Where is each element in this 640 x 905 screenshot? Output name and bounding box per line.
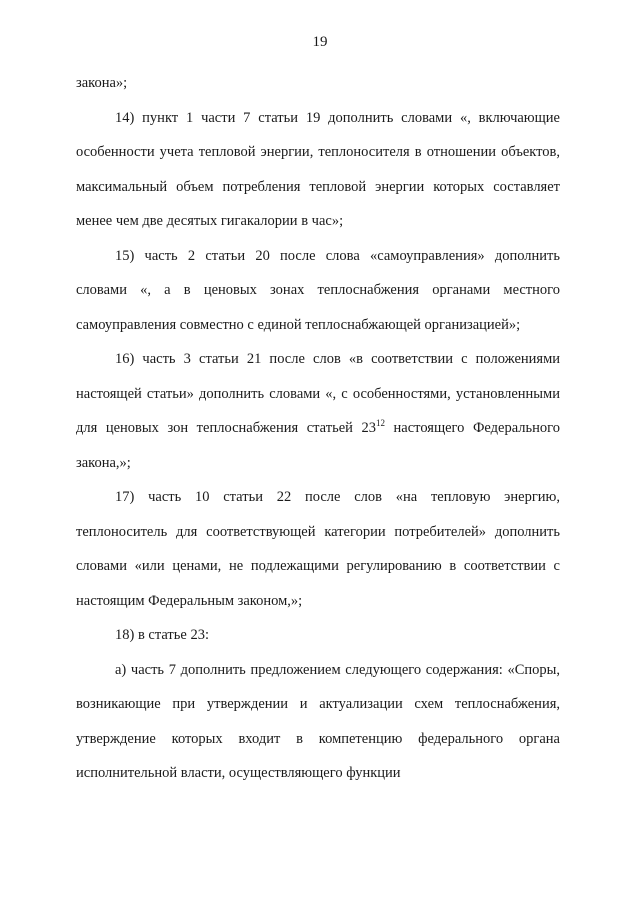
item-16-text: 16) часть 3 статьи 21 после слов «в соответствии с положениями настоящей статьи» дополнить словами «, с особенностями, установленными для ценовых зон теплоснабжения статьей 23 [76, 351, 560, 436]
article-superscript: 12 [375, 418, 385, 429]
page-number: 19 [312, 34, 328, 50]
paragraph-item-14: 14) пункт 1 части 7 статьи 19 дополнить словами «, включающие особенности учета тепловой энергии, теплоносителя в отношении объектов, максимальный объем потребления тепловой энергии которых составляет менее чем две десятых гигакалории в час»; [76, 109, 560, 229]
paragraph-item-17: 17) часть 10 статьи 22 после слов «на тепловую энергию, теплоноситель для соответствующей категории потребителей» дополнить словами «или ценами, не подлежащими регулированию в соответствии с настоящим Федеральным законом,»; [76, 489, 560, 609]
paragraph-item-18: 18) в статье 23: [115, 627, 209, 643]
paragraph-item-16 [76, 342, 560, 480]
item-16-text-end: настоящего Федерального закона,»; [76, 420, 560, 471]
paragraph-subitem-a: а) часть 7 дополнить предложением следующего содержания: «Споры, возникающие при утверждении и актуализации схем теплоснабжения, утверждение которых входит в компетенцию федерального органа исполнительной власти, осуществляющего функции [76, 661, 560, 781]
paragraph-continuation: закона»; [76, 75, 128, 91]
document-body [76, 66, 560, 791]
paragraph-item-15: 15) часть 2 статьи 20 после слова «самоуправления» дополнить словами «, а в ценовых зонах теплоснабжения органами местного самоуправления совместно с единой теплоснабжающей организацией»; [76, 247, 560, 333]
